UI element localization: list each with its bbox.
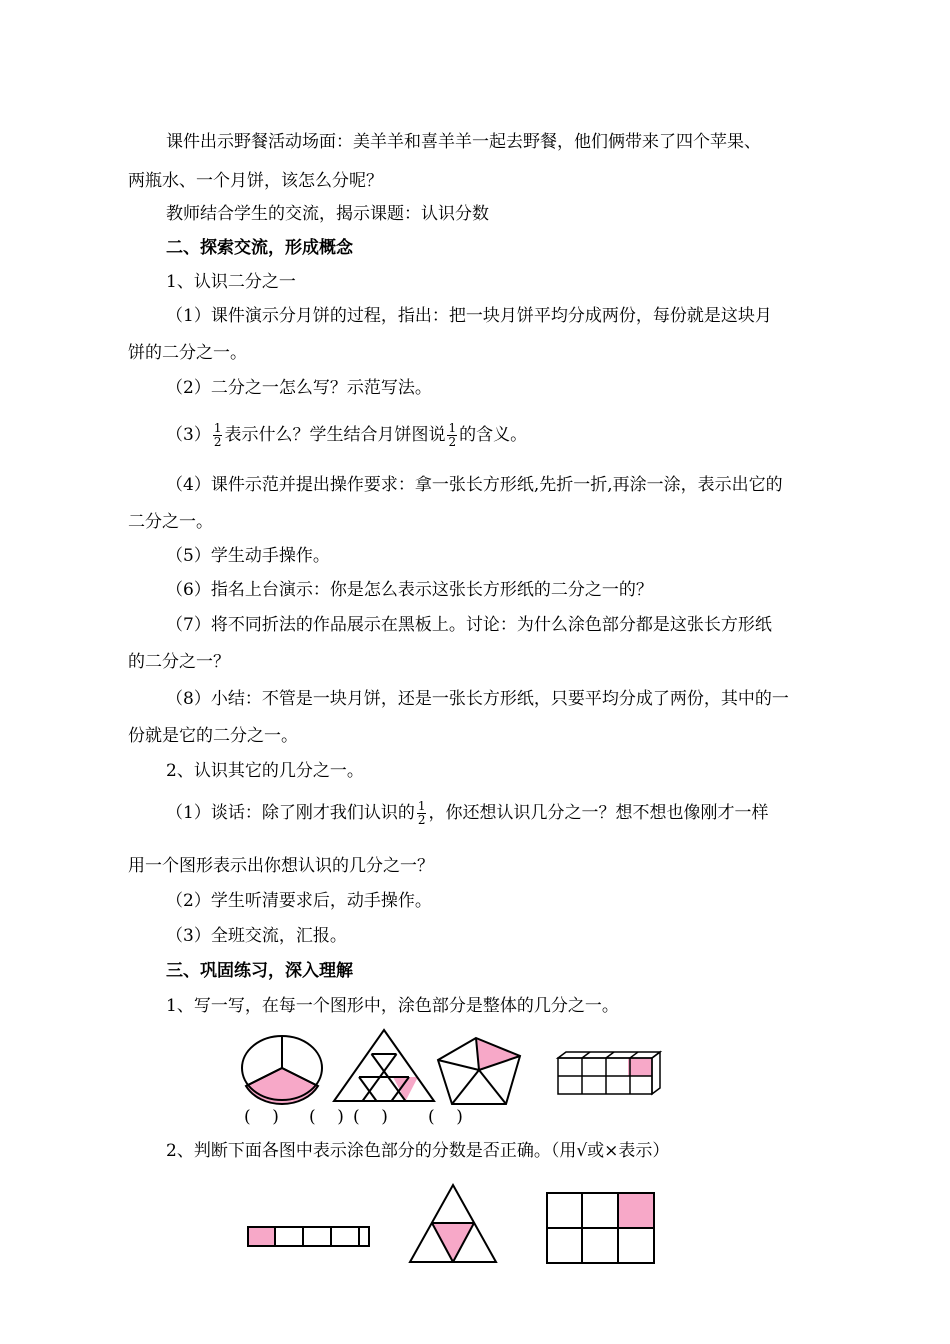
para-1a: （1）课件演示分月饼的过程，指出：把一块月饼平均分成两份，每份就是这块月 [166,306,772,326]
para-7a: （7）将不同折法的作品展示在黑板上。讨论：为什么涂色部分都是这张长方形纸 [166,615,772,635]
intro-line-1: 课件出示野餐活动场面：美羊羊和喜羊羊一起去野餐，他们俩带来了四个苹果、 [166,132,761,152]
strip-figure [247,1226,371,1248]
fraction-one-half: $\frac{1}{2}$ [417,799,426,827]
q1-suffix: ，你还想认识几分之一？想不想也像刚才一样 [428,803,769,823]
para-5: （5）学生动手操作。 [166,546,330,566]
section-2-heading: 二、探索交流，形成概念 [166,238,353,258]
para-7b: 的二分之一？ [128,652,230,672]
para-3-middle: 表示什么？学生结合月饼图说 [224,425,446,445]
para-4b: 二分之一。 [128,512,213,532]
answer-blank-1[interactable]: ( ) [244,1107,279,1127]
fraction-one-half: $\frac{1}{2}$ [448,421,457,449]
triangle-grid-figure [334,1029,436,1103]
sub-heading-2: 2、认识其它的几分之一。 [166,761,364,781]
para-2: （2）二分之一怎么写？示范写法。 [166,378,432,398]
intro-line-3: 教师结合学生的交流，揭示课题：认识分数 [166,204,489,224]
fraction-one-half: $\frac{1}{2}$ [213,421,222,449]
answer-blank-2[interactable]: ( ) [309,1107,344,1127]
cuboid-figure [556,1050,660,1098]
para-3-suffix: 的含义。 [459,425,528,445]
pentagon-figure [436,1036,522,1106]
para-3-prefix: （3） [166,425,211,445]
para-6: （6）指名上台演示：你是怎么表示这张长方形纸的二分之一的？ [166,580,653,600]
para-3 [166,422,527,452]
circle-figure [240,1034,324,1102]
answer-blank-3[interactable]: ( ) [353,1107,388,1127]
q1-line [166,800,768,830]
exercise-1: 1、写一写，在每一个图形中，涂色部分是整体的几分之一。 [166,996,619,1016]
exercise-2: 2、判断下面各图中表示涂色部分的分数是否正确。（用√或×表示） [166,1141,670,1161]
para-1b: 饼的二分之一。 [128,343,247,363]
triangle-figure [408,1184,498,1264]
q2-line: （2）学生听清要求后，动手操作。 [166,891,432,911]
para-8a: （8）小结：不管是一块月饼，还是一张长方形纸，只要平均分成了两份，其中的一 [166,689,789,709]
answer-blank-4[interactable]: ( ) [428,1107,463,1127]
q1-prefix: （1）谈话：除了刚才我们认识的 [166,803,415,823]
para-4a: （4）课件示范并提出操作要求：拿一张长方形纸,先折一折,再涂一涂，表示出它的 [166,475,783,495]
intro-line-2: 两瓶水、一个月饼，该怎么分呢？ [128,171,383,191]
rectangle-grid-figure [546,1192,656,1264]
sub-heading-1: 1、认识二分之一 [166,272,296,292]
para-8b: 份就是它的二分之一。 [128,726,298,746]
q1-line-b: 用一个图形表示出你想认识的几分之一？ [128,856,434,876]
section-3-heading: 三、巩固练习，深入理解 [166,961,353,981]
q3-line: （3）全班交流，汇报。 [166,926,347,946]
